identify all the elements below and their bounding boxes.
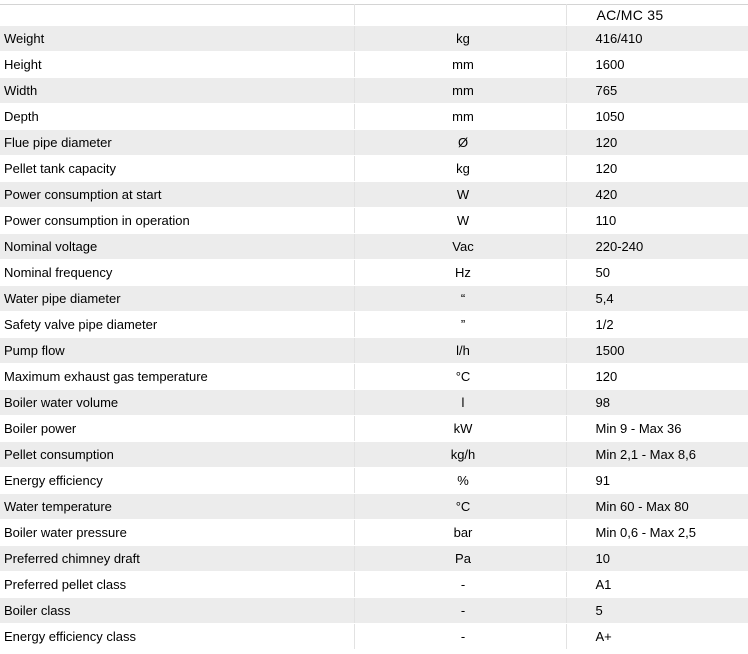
row-unit-cell[interactable]: - — [354, 572, 566, 598]
table-row — [0, 494, 748, 520]
table-row — [0, 286, 748, 312]
row-label-cell[interactable]: Water pipe diameter — [0, 286, 354, 312]
row-unit-cell[interactable]: °C — [354, 494, 566, 520]
header-cell-unit[interactable] — [354, 5, 566, 26]
row-value-cell[interactable]: Min 2,1 - Max 8,6 — [566, 442, 748, 468]
row-value-cell[interactable]: 5 — [566, 598, 748, 624]
row-value-cell[interactable]: Min 60 - Max 80 — [566, 494, 748, 520]
row-value-cell[interactable]: 98 — [566, 390, 748, 416]
row-label-cell[interactable]: Preferred chimney draft — [0, 546, 354, 572]
row-label-cell[interactable]: Energy efficiency — [0, 468, 354, 494]
row-unit-cell[interactable]: ” — [354, 312, 566, 338]
table-row — [0, 234, 748, 260]
row-label-cell[interactable]: Pump flow — [0, 338, 354, 364]
row-value-cell[interactable]: 50 — [566, 260, 748, 286]
specification-table — [0, 4, 748, 650]
row-value-cell[interactable]: 1500 — [566, 338, 748, 364]
row-unit-cell[interactable]: kg/h — [354, 442, 566, 468]
row-label-cell[interactable]: Power consumption at start — [0, 182, 354, 208]
row-label-cell[interactable]: Width — [0, 78, 354, 104]
row-label-cell[interactable]: Power consumption in operation — [0, 208, 354, 234]
table-row — [0, 390, 748, 416]
table-header-row — [0, 5, 748, 26]
table-row — [0, 312, 748, 338]
row-unit-cell[interactable]: mm — [354, 78, 566, 104]
row-unit-cell[interactable]: mm — [354, 52, 566, 78]
row-value-cell[interactable]: 416/410 — [566, 26, 748, 52]
row-label-cell[interactable]: Maximum exhaust gas temperature — [0, 364, 354, 390]
row-value-cell[interactable]: A1 — [566, 572, 748, 598]
row-unit-cell[interactable]: kg — [354, 156, 566, 182]
row-value-cell[interactable]: 765 — [566, 78, 748, 104]
row-value-cell[interactable]: 1050 — [566, 104, 748, 130]
row-label-cell[interactable]: Weight — [0, 26, 354, 52]
row-label-cell[interactable]: Nominal voltage — [0, 234, 354, 260]
row-value-cell[interactable]: Min 9 - Max 36 — [566, 416, 748, 442]
table-row — [0, 208, 748, 234]
table-row — [0, 364, 748, 390]
row-label-cell[interactable]: Water temperature — [0, 494, 354, 520]
table-row — [0, 546, 748, 572]
row-value-cell[interactable]: 91 — [566, 468, 748, 494]
row-label-cell[interactable]: Pellet tank capacity — [0, 156, 354, 182]
row-value-cell[interactable]: 110 — [566, 208, 748, 234]
row-unit-cell[interactable]: - — [354, 598, 566, 624]
row-unit-cell[interactable]: - — [354, 624, 566, 650]
header-cell-label[interactable] — [0, 5, 354, 26]
table-row — [0, 416, 748, 442]
table-row — [0, 182, 748, 208]
row-label-cell[interactable]: Flue pipe diameter — [0, 130, 354, 156]
row-value-cell[interactable]: Min 0,6 - Max 2,5 — [566, 520, 748, 546]
row-unit-cell[interactable]: °C — [354, 364, 566, 390]
row-label-cell[interactable]: Pellet consumption — [0, 442, 354, 468]
row-label-cell[interactable]: Height — [0, 52, 354, 78]
table-row — [0, 520, 748, 546]
table-row — [0, 624, 748, 650]
row-unit-cell[interactable]: l — [354, 390, 566, 416]
row-value-cell[interactable]: 120 — [566, 364, 748, 390]
row-label-cell[interactable]: Boiler water pressure — [0, 520, 354, 546]
row-unit-cell[interactable]: kg — [354, 26, 566, 52]
row-label-cell[interactable]: Nominal frequency — [0, 260, 354, 286]
row-label-cell[interactable]: Depth — [0, 104, 354, 130]
row-value-cell[interactable]: A+ — [566, 624, 748, 650]
row-unit-cell[interactable]: Vac — [354, 234, 566, 260]
row-unit-cell[interactable]: Hz — [354, 260, 566, 286]
row-unit-cell[interactable]: Pa — [354, 546, 566, 572]
row-value-cell[interactable]: 120 — [566, 156, 748, 182]
table-row — [0, 78, 748, 104]
row-unit-cell[interactable]: kW — [354, 416, 566, 442]
row-unit-cell[interactable]: l/h — [354, 338, 566, 364]
table-row — [0, 156, 748, 182]
row-value-cell[interactable]: 10 — [566, 546, 748, 572]
row-label-cell[interactable]: Preferred pellet class — [0, 572, 354, 598]
table-row — [0, 598, 748, 624]
table-row — [0, 130, 748, 156]
table-row — [0, 104, 748, 130]
row-value-cell[interactable]: 220-240 — [566, 234, 748, 260]
row-unit-cell[interactable]: bar — [354, 520, 566, 546]
table-row — [0, 468, 748, 494]
row-unit-cell[interactable]: Ø — [354, 130, 566, 156]
table-row — [0, 260, 748, 286]
table-row — [0, 52, 748, 78]
row-unit-cell[interactable]: mm — [354, 104, 566, 130]
row-value-cell[interactable]: 420 — [566, 182, 748, 208]
table-row — [0, 338, 748, 364]
row-unit-cell[interactable]: W — [354, 182, 566, 208]
row-unit-cell[interactable]: W — [354, 208, 566, 234]
row-label-cell[interactable]: Safety valve pipe diameter — [0, 312, 354, 338]
row-value-cell[interactable]: 1/2 — [566, 312, 748, 338]
table-row — [0, 442, 748, 468]
table-row — [0, 572, 748, 598]
row-label-cell[interactable]: Energy efficiency class — [0, 624, 354, 650]
row-value-cell[interactable]: 1600 — [566, 52, 748, 78]
row-label-cell[interactable]: Boiler water volume — [0, 390, 354, 416]
row-unit-cell[interactable]: “ — [354, 286, 566, 312]
model-header[interactable]: AC/MC 35 — [566, 5, 748, 26]
row-value-cell[interactable]: 5,4 — [566, 286, 748, 312]
table-body — [0, 26, 748, 650]
row-unit-cell[interactable]: % — [354, 468, 566, 494]
row-label-cell[interactable]: Boiler class — [0, 598, 354, 624]
row-label-cell[interactable]: Boiler power — [0, 416, 354, 442]
row-value-cell[interactable]: 120 — [566, 130, 748, 156]
table-row — [0, 26, 748, 52]
